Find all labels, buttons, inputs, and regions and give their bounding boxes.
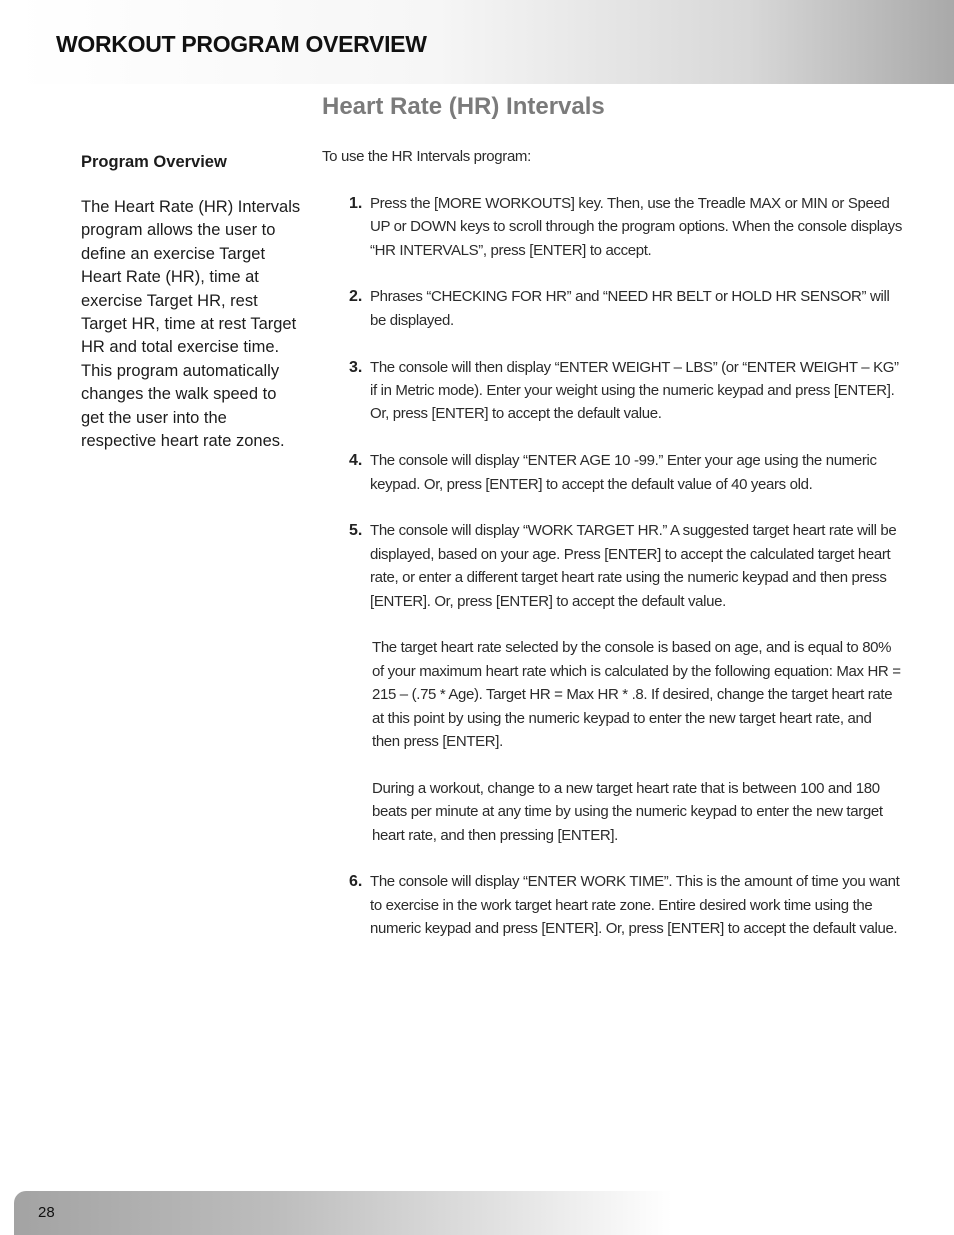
step-5 <box>322 519 902 613</box>
step-2 <box>322 285 902 332</box>
step-number: 5. <box>349 522 363 540</box>
page-header-title: WORKOUT PROGRAM OVERVIEW <box>56 31 427 57</box>
sidebar-body: The Heart Rate (HR) Intervals program allows the user to define an exercise Target Heart Rate (HR), time at exercise Target HR, rest Target HR, time at rest Target HR and total exercise time. This program automatically changes the walk speed to get the user into the respective heart rate zones. <box>81 198 301 451</box>
step-number: 4. <box>349 452 363 470</box>
step-number: 1. <box>349 194 363 212</box>
step-6 <box>322 870 902 940</box>
step-text: The console will then display “ENTER WEIGHT – LBS” (or “ENTER WEIGHT – KG” if in Metric mode). Enter your weight using the numeric keypad and press [ENTER]. Or, press [ENTER] to accept the default value. <box>370 358 899 423</box>
step-text: Phrases “CHECKING FOR HR” and “NEED HR BELT or HOLD HR SENSOR” will be displayed. <box>370 288 890 329</box>
step-text: The console will display “ENTER WORK TIME”. This is the amount of time you want to exercise in the work target heart rate zone. Entire desired work time using the numeric keypad and press [ENTER]. Or, press [ENTER] to accept the default value. <box>370 873 900 938</box>
footer-band <box>14 1191 954 1235</box>
step-number: 2. <box>349 288 363 306</box>
step-number: 3. <box>349 358 363 376</box>
instructions <box>322 145 902 964</box>
step-number: 6. <box>349 873 363 891</box>
step-text: Press the [MORE WORKOUTS] key. Then, use the Treadle MAX or MIN or Speed UP or DOWN keys to scroll through the program options. When the console displays “HR INTERVALS”, press [ENTER] to accept. <box>370 194 902 259</box>
intro-text: To use the HR Intervals program: <box>322 148 531 165</box>
step-text: The console will display “WORK TARGET HR.” A suggested target heart rate will be displayed, based on your age. Press [ENTER] to accept the calculated target heart rate, or enter a different target heart rate using the numeric keypad and then press [ENTER]. Or, press [ENTER] to accept the default value. <box>370 522 897 610</box>
step-text: The console will display “ENTER AGE 10 -99.” Enter your age using the numeric keypad. Or, press [ENTER] to accept the default value of 40 years old. <box>370 452 877 493</box>
sidebar-heading: Program Overview <box>81 153 227 171</box>
step-4 <box>322 449 902 496</box>
sidebar-program-overview <box>81 150 303 453</box>
page-number: 28 <box>38 1204 55 1221</box>
step-3 <box>322 356 902 426</box>
section-title: Heart Rate (HR) Intervals <box>322 93 605 120</box>
step-5-note: During a workout, change to a new target heart rate that is between 100 and 180 beats per minute at any time by using the numeric keypad to enter the new target heart rate, and then pressing [ENTER]. <box>372 779 883 844</box>
step-5-note: The target heart rate selected by the console is based on age, and is equal to 80% of your maximum heart rate which is calculated by the following equation: Max HR = 215 – (.75 * Age). Target HR = Max HR * .8. If desired, change the target heart rate at this point by using the numeric keypad to enter the new target heart rate, and then press [ENTER]. <box>372 639 901 751</box>
step-1 <box>322 192 902 262</box>
